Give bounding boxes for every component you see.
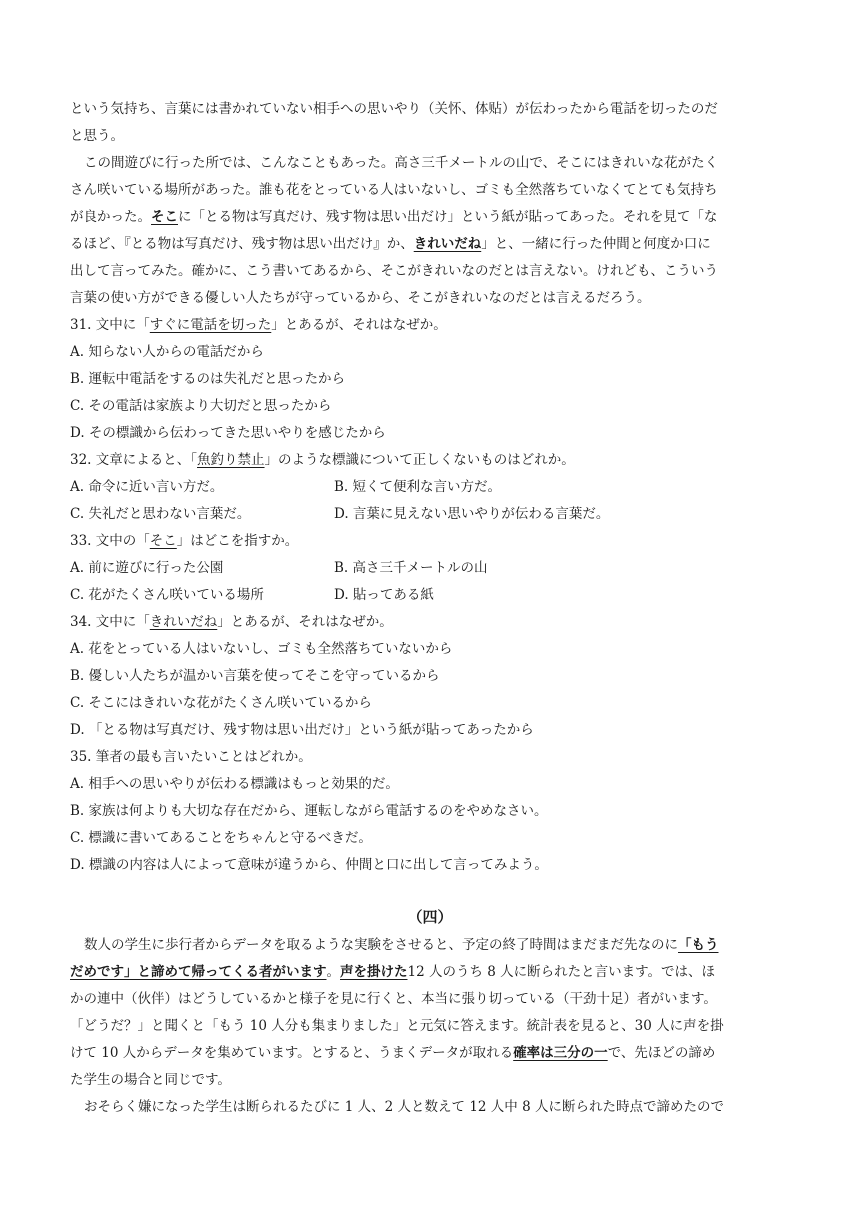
underlined-phrase: そこ (149, 533, 177, 549)
underlined-kirei: きれいだね (413, 236, 482, 252)
question-32-stem (70, 447, 575, 474)
passage-line: この間遊びに行った所では、こんなこともあった。高さ三千メートルの山で、そこにはきれいな花がたく (84, 155, 719, 171)
question-33-stem (70, 528, 298, 555)
underlined-phrase: 魚釣り禁止 (197, 452, 265, 468)
text-segment: に「とる物は写真だけ、残す物は思い出だけ」という紙が貼ってあった。それを見て「な (178, 209, 718, 225)
passage-line: おそらく嫌になった学生は断られるたびに 1 人、2 人と数えて 12 人中 8 人に断られた時点で諦めたので (84, 1099, 724, 1115)
passage-line: という気持ち、言葉には書かれていない相手への思いやり（关怀、体贴）が伝わったから電話を切ったのだ (70, 101, 718, 117)
underlined-phrase: だめです」と諦めて帰ってくる者がいます (70, 964, 327, 980)
passage-line: た学生の場合と同じです。 (70, 1072, 231, 1088)
passage-line (84, 932, 719, 959)
passage-line (70, 231, 711, 258)
underlined-phrase: きれいだね (149, 614, 218, 630)
text-segment: 32. 文章によると、「 (70, 452, 198, 468)
passage-line: 出して言ってみた。確かに、こう書いてあるから、そこがきれいなのだとは言えない。けれども、こういう (70, 263, 718, 279)
option-c: C. 失礼だと思わない言葉だ。 (70, 506, 251, 522)
text-segment: 」とあるが、それはなぜか。 (271, 317, 447, 333)
option-b: B. 家族は何よりも大切な存在だから、運転しながら電話するのをやめなさい。 (70, 803, 548, 819)
question-35-stem: 35. 筆者の最も言いたいことはどれか。 (70, 749, 312, 765)
text-segment: けて 10 人からデータを集めています。とすると、うまくデータが取れる (70, 1045, 514, 1061)
passage-line: 「どうだ？」と聞くと「もう 10 人分も集まりました」と元気に答えます。統計表を見ると、30 人に声を掛 (70, 1018, 724, 1034)
passage-line: かの連中（伙伴）はどうしているかと様子を見に行くと、本当に張り切っている（干劲十足）者がいます。 (70, 991, 717, 1007)
option-d: D. その標識から伝わってきた思いやりを感じたから (70, 425, 386, 441)
option-c: C. そこにはきれいな花がたくさん咲いているから (70, 695, 372, 711)
passage-line: さん咲いている場所があった。誰も花をとっている人はいないし、ゴミも全然落ちていなくてとても気持ち (70, 182, 718, 198)
passage-line (70, 959, 715, 986)
underlined-soko: そこ (151, 209, 178, 225)
text-segment: 」とあるが、それはなぜか。 (217, 614, 393, 630)
option-b: B. 短くて便利な言い方だ。 (334, 479, 502, 495)
option-d: D. 言葉に見えない思いやりが伝わる言葉だ。 (334, 506, 610, 522)
underlined-phrase: 声を掛けた (340, 964, 408, 980)
text-segment: るほど、『とる物は写真だけ、残す物は思い出だけ』か、 (70, 236, 414, 252)
option-a: A. 前に遊びに行った公園 (70, 560, 224, 576)
option-a: A. 知らない人からの電話だから (70, 344, 264, 360)
passage-line: と思う。 (70, 128, 124, 144)
option-d: D. 標識の内容は人によって意味が違うから、仲間と口に出して言ってみよう。 (70, 857, 548, 873)
passage-line (70, 1040, 715, 1067)
passage-line: 言葉の使い方ができる優しい人たちが守っているから、そこがきれいなのだとは言えるだろう。 (70, 290, 651, 306)
section-title: （四） (407, 908, 453, 926)
underlined-phrase: すぐに電話を切った (149, 317, 272, 333)
option-b: B. 運転中電話をするのは失礼だと思ったから (70, 371, 346, 387)
text-segment: 」と、一緒に行った仲間と何度か口に (481, 236, 711, 252)
underlined-phrase: 確率は三分の一 (513, 1045, 608, 1061)
text-segment: で、先ほどの諦め (607, 1045, 716, 1061)
option-b: B. 高さ三千メートルの山 (334, 560, 488, 576)
option-c: C. 標識に書いてあることをちゃんと守るべきだ。 (70, 830, 372, 846)
underlined-phrase: 「もう (678, 937, 719, 953)
text-segment: 。 (326, 964, 340, 980)
text-segment: 」はどこを指すか。 (176, 533, 299, 549)
option-c: C. 花がたくさん咲いている場所 (70, 587, 264, 603)
text-segment: 31. 文中に「 (70, 317, 150, 333)
question-31-stem (70, 312, 447, 339)
option-a: A. 相手への思いやりが伝わる標識はもっと効果的だ。 (70, 776, 399, 792)
text-segment: 12 人のうち 8 人に断られたと言います。では、ほ (407, 964, 716, 980)
option-d: D. 貼ってある紙 (334, 587, 434, 603)
question-34-stem (70, 609, 393, 636)
text-segment: 33. 文中の「 (70, 533, 150, 549)
option-b: B. 優しい人たちが温かい言葉を使ってそこを守っているから (70, 668, 440, 684)
option-c: C. その電話は家族より大切だと思ったから (70, 398, 332, 414)
text-segment: 」のような標識について正しくないものはどれか。 (264, 452, 575, 468)
option-d: D. 「とる物は写真だけ、残す物は思い出だけ」という紙が貼ってあったから (70, 722, 534, 738)
option-a: A. 命令に近い言い方だ。 (70, 479, 224, 495)
option-a: A. 花をとっている人はいないし、ゴミも全然落ちていないから (70, 641, 453, 657)
passage-line (70, 204, 717, 231)
text-segment: 34. 文中に「 (70, 614, 150, 630)
text-segment: が良かった。 (70, 209, 151, 225)
text-segment: 数人の学生に歩行者からデータを取るような実験をさせると、予定の終了時間はまだまだ先なのに (84, 937, 678, 953)
